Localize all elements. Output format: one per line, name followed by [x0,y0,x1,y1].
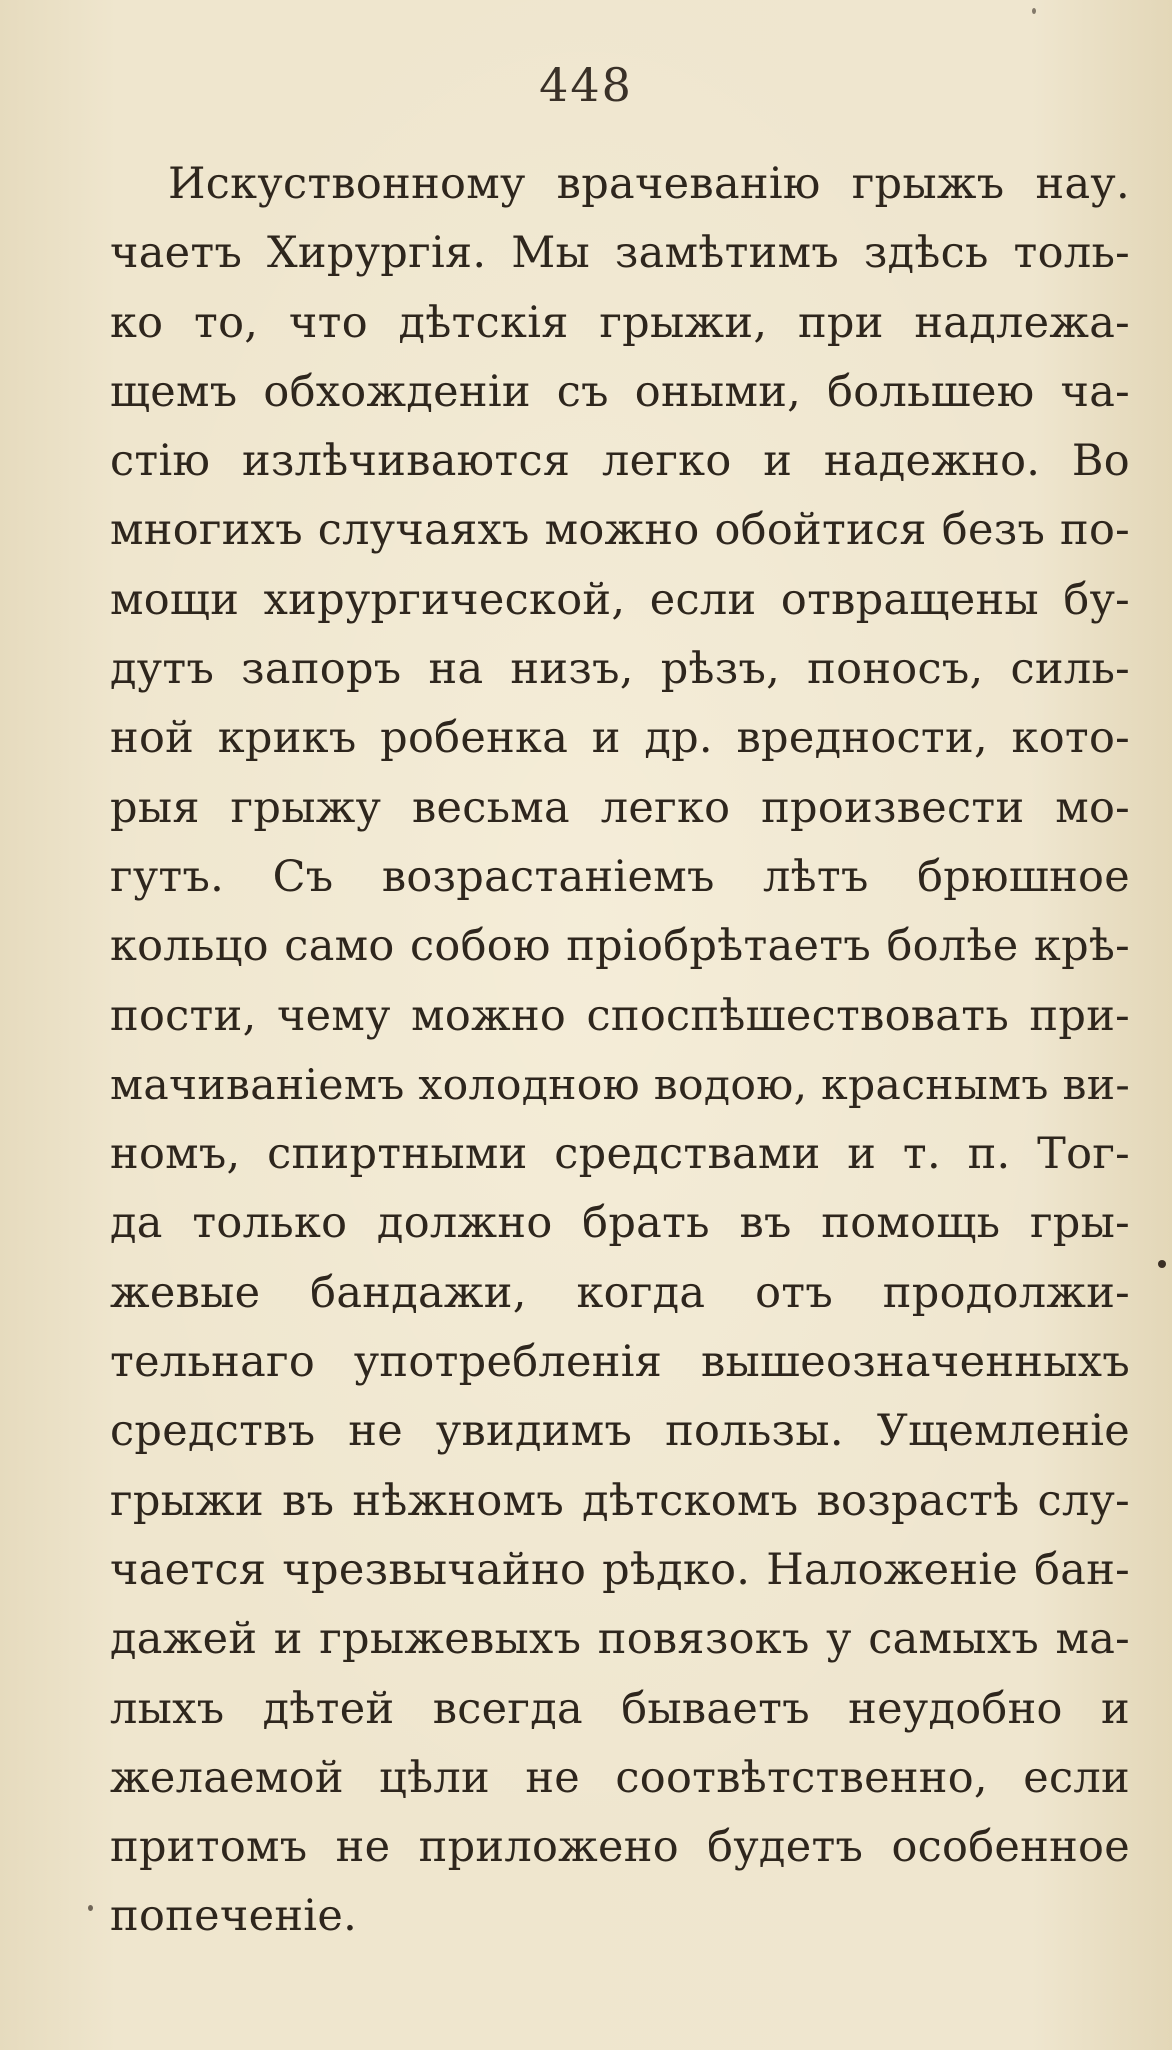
text-line: чаетъ Хирургія. Мы замѣтимъ здѣсь толь- [110,228,1130,279]
text-line: дажей и грыжевыхъ повязокъ у самыхъ ма- [110,1614,1130,1665]
text-line: желаемой цѣли не соотвѣтственно, если [110,1752,1130,1803]
text-line: притомъ не приложено будетъ особенное [110,1822,1130,1873]
text-line: лыхъ дѣтей всегда бываетъ неудобно и [110,1683,1130,1734]
text-line: тельнаго употребленія вышеозначенныхъ [110,1337,1130,1388]
text-line: чается чрезвычайно рѣдко. Наложеніе бан- [110,1544,1130,1595]
text-line: ко то, что дѣтскія грыжи, при надлежа- [110,297,1130,348]
text-line: жевые бандажи, когда отъ продолжи- [110,1267,1130,1318]
text-line: многихъ случаяхъ можно обойтися безъ по- [110,505,1130,556]
page-number: 448 [539,58,633,112]
text-line: кольцо само собою пріобрѣтаетъ болѣе крѣ- [110,921,1130,972]
text-line: средствъ не увидимъ пользы. Ущемленіе [110,1406,1130,1457]
text-line: гутъ. Съ возрастаніемъ лѣтъ брюшное [110,851,1130,902]
ink-speck [88,1905,93,1911]
text-line: пости, чему можно споспѣшествовать при- [110,990,1130,1041]
ink-speck [1032,8,1036,14]
text-line: стію излѣчиваются легко и надежно. Во [110,436,1130,487]
text-line: попеченіе. [110,1891,358,1942]
ink-speck [1158,1260,1166,1268]
text-line: мачиваніемъ холодною водою, краснымъ ви- [110,1060,1130,1110]
text-line: да только должно брать въ помощь гры- [110,1198,1130,1249]
text-line: рыя грыжу весьма легко произвести мо- [110,782,1130,833]
text-line: мощи хирургической, если отвращены бу- [110,574,1130,625]
text-line: дутъ запоръ на низъ, рѣзъ, поносъ, силь- [110,644,1130,695]
text-line: номъ, спиртными средствами и т. п. Тог- [110,1129,1130,1180]
text-line: ной крикъ робенка и др. вредности, кото- [110,713,1130,764]
body-paragraph [110,150,1130,1952]
text-line: грыжи въ нѣжномъ дѣтскомъ возрастѣ слу- [110,1475,1130,1526]
text-line: щемъ обхожденіи съ оными, большею ча- [110,366,1130,417]
text-line: Искуствонному врачеванію грыжъ нау. [168,159,1130,209]
